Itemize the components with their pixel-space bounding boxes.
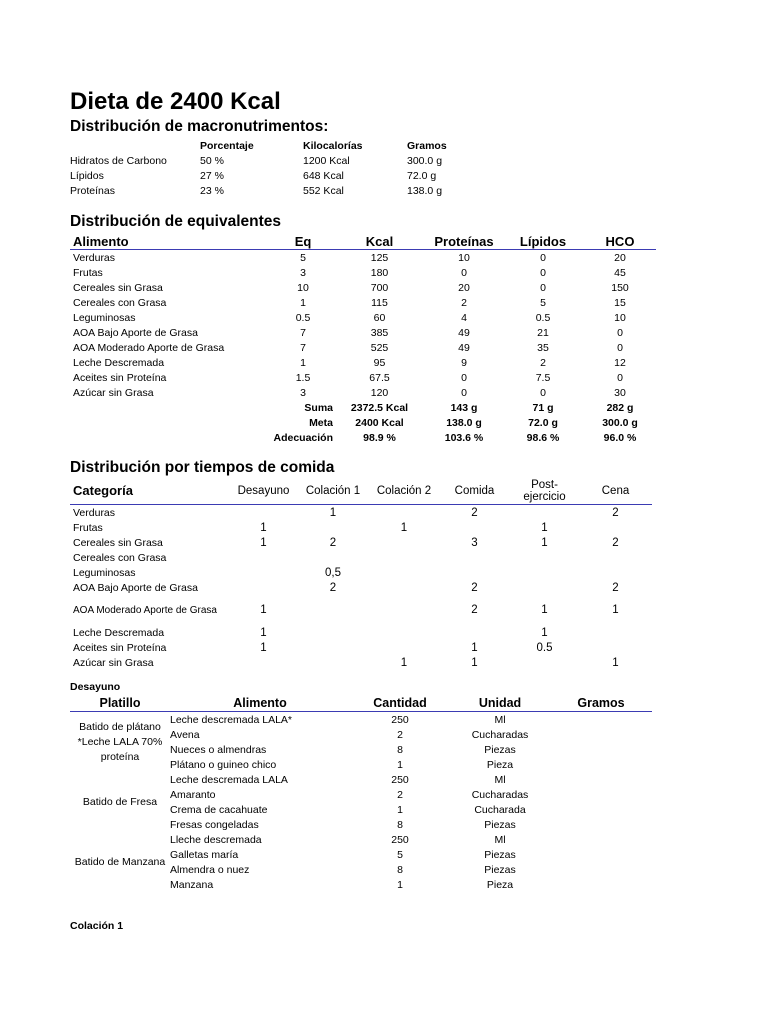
table-row — [70, 832, 652, 847]
equiv-heading: Distribución de equivalentes — [70, 213, 282, 230]
equiv-cell: Verduras — [73, 251, 116, 264]
tiempos-cell — [510, 655, 579, 670]
equiv-cell: 5 — [540, 296, 546, 309]
equiv-cell: Cereales con Grasa — [73, 296, 167, 309]
tiempos-cell: 1 — [329, 506, 337, 519]
tiempos-cell: 2 — [471, 604, 478, 616]
table-row — [70, 772, 652, 787]
macro-header-row — [70, 138, 487, 153]
equiv-cell: 700 — [370, 281, 389, 294]
platillo-cell: Batido de plátano *Leche LALA 70% proteína — [77, 720, 163, 763]
tiempos-cell: Leguminosas — [73, 566, 136, 579]
tiempos-cell: Cereales sin Grasa — [73, 536, 163, 549]
gramos-cell — [550, 877, 652, 892]
tiempos-cell: 1 — [612, 656, 619, 669]
tiempos-cell: Azúcar sin Grasa — [73, 656, 154, 669]
desayuno-cell: Plátano o guineo chico — [170, 758, 277, 771]
tiempos-cell: Leche Descremada — [73, 626, 165, 639]
equiv-cell: 5 — [300, 251, 306, 264]
table-row — [70, 168, 487, 183]
tiempos-header: Post-ejercicio — [510, 478, 579, 505]
tiempos-cell — [369, 535, 439, 550]
macro-header: Porcentaje — [200, 139, 254, 152]
tiempos-cell — [579, 640, 652, 655]
equiv-cell: 49 — [458, 326, 470, 339]
equiv-header: Proteínas — [426, 233, 502, 250]
equiv-cell: 67.5 — [369, 371, 390, 384]
desayuno-heading: Desayuno — [70, 681, 121, 693]
tiempos-cell: 2 — [329, 536, 337, 549]
tiempos-cell — [510, 580, 579, 595]
tiempos-cell — [369, 550, 439, 565]
desayuno-cell: Pieza — [486, 878, 514, 891]
tiempos-cell — [579, 520, 652, 535]
table-row — [70, 280, 656, 295]
desayuno-cell: Cucharadas — [471, 728, 529, 741]
tiempos-cell: 0,5 — [325, 566, 341, 579]
equiv-cell: 2 — [540, 356, 546, 369]
tiempos-cell — [510, 565, 579, 580]
desayuno-cell: 8 — [397, 743, 403, 756]
equiv-cell: 120 — [370, 386, 389, 399]
table-row — [70, 550, 652, 565]
equiv-cell: 7 — [300, 326, 306, 339]
desayuno-header: Platillo — [70, 695, 170, 712]
desayuno-header: Alimento — [170, 695, 350, 712]
tiempos-header: Colación 2 — [369, 478, 439, 505]
table-row — [70, 505, 652, 521]
equiv-cell: AOA Bajo Aporte de Grasa — [73, 326, 198, 339]
tiempos-cell: AOA Bajo Aporte de Grasa — [73, 581, 198, 594]
tiempos-cell — [439, 520, 510, 535]
equiv-cell: 10 — [614, 311, 626, 324]
totals-cell: Meta — [309, 416, 333, 429]
tiempos-cell: 2 — [612, 536, 619, 549]
tiempos-cell — [369, 505, 439, 521]
tiempos-cell — [230, 565, 297, 580]
equiv-cell: 15 — [614, 296, 626, 309]
equiv-cell: AOA Moderado Aporte de Grasa — [73, 341, 225, 354]
desayuno-cell: 1 — [397, 803, 403, 816]
gramos-cell — [550, 787, 652, 802]
gramos-cell — [550, 817, 652, 832]
desayuno-cell: Pieza — [486, 758, 514, 771]
tiempos-cell — [369, 595, 439, 625]
tiempos-header-row — [70, 478, 652, 505]
desayuno-cell: Avena — [170, 728, 200, 741]
tiempos-cell: 1 — [260, 604, 267, 616]
table-row — [70, 153, 487, 168]
equiv-cell: Leguminosas — [73, 311, 136, 324]
desayuno-cell: Piezas — [484, 818, 516, 831]
tiempos-cell — [510, 550, 579, 565]
table-row — [70, 250, 656, 266]
tiempos-cell: Cereales con Grasa — [73, 551, 167, 564]
desayuno-header: Cantidad — [350, 695, 450, 712]
macro-cell: 23 % — [200, 184, 224, 197]
totals-cell: 103.6 % — [444, 431, 484, 444]
totals-cell: 72.0 g — [528, 416, 558, 429]
equiv-cell: 20 — [458, 281, 470, 294]
equiv-cell: 0 — [617, 341, 623, 354]
tiempos-cell: 1 — [260, 536, 267, 549]
macro-header — [70, 138, 200, 153]
macro-cell: 27 % — [200, 169, 224, 182]
table-row — [70, 265, 656, 280]
equiv-header: HCO — [584, 233, 656, 250]
equiv-cell: 7 — [300, 341, 306, 354]
equiv-cell: 10 — [297, 281, 309, 294]
macro-cell: 648 Kcal — [303, 169, 344, 182]
macro-cell: 300.0 g — [407, 154, 443, 167]
macro-header: Gramos — [407, 139, 447, 152]
desayuno-cell: Fresas congeladas — [170, 818, 259, 831]
desayuno-cell: Almendra o nuez — [170, 863, 250, 876]
equiv-cell: 0 — [540, 251, 546, 264]
desayuno-cell: Manzana — [170, 878, 214, 891]
tiempos-cell: 1 — [260, 521, 267, 534]
tiempos-cell: 1 — [471, 641, 478, 654]
equiv-cell: 0 — [461, 266, 467, 279]
equiv-cell: 9 — [461, 356, 467, 369]
tiempos-cell: 1 — [541, 521, 548, 534]
tiempos-cell — [297, 625, 369, 640]
platillo-cell: Batido de Manzana — [74, 855, 166, 868]
equiv-cell: 35 — [537, 341, 549, 354]
equiv-table — [70, 233, 656, 445]
equiv-cell: 0.5 — [535, 311, 551, 324]
table-row — [70, 655, 652, 670]
tiempos-cell: 2 — [329, 581, 337, 594]
gramos-cell — [550, 772, 652, 787]
colacion1-heading: Colación 1 — [70, 920, 124, 932]
macro-header: Kilocalorías — [303, 139, 363, 152]
equiv-header: Eq — [273, 233, 333, 250]
equiv-cell: Leche Descremada — [73, 356, 165, 369]
desayuno-cell: Cucharada — [474, 803, 526, 816]
equiv-cell: 0 — [617, 371, 623, 384]
totals-cell: 71 g — [532, 401, 554, 414]
desayuno-cell: Piezas — [484, 863, 516, 876]
tiempos-cell — [579, 550, 652, 565]
equiv-cell: Frutas — [73, 266, 103, 279]
gramos-cell — [550, 727, 652, 742]
gramos-cell — [550, 712, 652, 728]
table-row — [70, 580, 652, 595]
totals-cell: 282 g — [606, 401, 634, 414]
totals-row — [70, 415, 656, 430]
totals-cell: 300.0 g — [602, 416, 638, 429]
desayuno-cell: Amaranto — [170, 788, 216, 801]
equiv-cell: 0 — [540, 386, 546, 399]
macro-cell: 72.0 g — [407, 169, 437, 182]
tiempos-cell: Frutas — [73, 521, 103, 534]
macro-cell: 138.0 g — [407, 184, 443, 197]
table-row — [70, 370, 656, 385]
platillo-cell: Batido de Fresa — [82, 795, 158, 808]
totals-cell: 98.9 % — [363, 431, 396, 444]
macro-table — [70, 138, 487, 198]
table-row — [70, 520, 652, 535]
tiempos-cell — [439, 550, 510, 565]
totals-cell: 96.0 % — [603, 431, 637, 444]
desayuno-cell: Nueces o almendras — [170, 743, 267, 756]
equiv-cell: 125 — [370, 251, 389, 264]
equiv-cell: 3 — [300, 266, 306, 279]
tiempos-cell: 1 — [471, 656, 478, 669]
tiempos-cell: 3 — [471, 536, 478, 549]
desayuno-cell: Ml — [494, 713, 506, 726]
desayuno-cell: 2 — [397, 788, 403, 801]
equiv-cell: 95 — [373, 356, 386, 369]
table-row — [70, 565, 652, 580]
desayuno-cell: 8 — [397, 863, 403, 876]
table-row — [70, 295, 656, 310]
equiv-cell: 2 — [461, 296, 467, 309]
tiempos-cell — [230, 655, 297, 670]
equiv-cell: 0.5 — [295, 311, 311, 324]
gramos-cell — [550, 802, 652, 817]
tiempos-cell — [510, 505, 579, 521]
macro-cell: Proteínas — [70, 184, 115, 197]
equiv-header: Lípidos — [502, 233, 584, 250]
desayuno-cell: Piezas — [484, 743, 516, 756]
table-row — [70, 535, 652, 550]
totals-cell: 138.0 g — [446, 416, 482, 429]
tiempos-cell — [369, 640, 439, 655]
equiv-header: Kcal — [333, 233, 426, 250]
tiempos-cell: 2 — [471, 506, 478, 519]
tiempos-cell — [369, 580, 439, 595]
tiempos-header: Cena — [579, 478, 652, 505]
table-row — [70, 712, 652, 728]
macro-cell: 1200 Kcal — [303, 154, 350, 167]
tiempos-cell — [369, 565, 439, 580]
table-row — [70, 310, 656, 325]
equiv-cell: 45 — [614, 266, 626, 279]
table-row — [70, 640, 652, 655]
totals-row — [70, 430, 656, 445]
tiempos-cell: 2 — [471, 581, 478, 594]
macro-cell: 552 Kcal — [303, 184, 344, 197]
table-row — [70, 595, 652, 625]
macro-cell: 50 % — [200, 154, 224, 167]
equiv-cell: 21 — [537, 326, 549, 339]
desayuno-cell: 2 — [397, 728, 403, 741]
spacer-cell — [70, 415, 273, 430]
desayuno-cell: 5 — [397, 848, 403, 861]
tiempos-cell: 1 — [541, 604, 548, 616]
equiv-cell: 0 — [540, 281, 546, 294]
gramos-cell — [550, 832, 652, 847]
desayuno-cell: Ml — [494, 833, 506, 846]
tiempos-cell: 1 — [260, 626, 267, 639]
totals-cell: 2400 Kcal — [355, 416, 404, 429]
tiempos-cell: 2 — [612, 506, 619, 519]
tiempos-cell: 1 — [541, 536, 548, 549]
table-row — [70, 385, 656, 400]
equiv-cell: 3 — [300, 386, 306, 399]
totals-row — [70, 400, 656, 415]
macro-cell: Lípidos — [70, 169, 104, 182]
desayuno-cell: 8 — [397, 818, 403, 831]
gramos-cell — [550, 862, 652, 877]
table-row — [70, 625, 652, 640]
equiv-cell: Aceites sin Proteína — [73, 371, 167, 384]
equiv-header-row — [70, 233, 656, 250]
equiv-cell: 1.5 — [295, 371, 311, 384]
tiempos-cell — [579, 565, 652, 580]
table-row — [70, 340, 656, 355]
equiv-cell: 0 — [461, 371, 467, 384]
equiv-cell: 180 — [370, 266, 389, 279]
tiempos-table — [70, 478, 652, 670]
totals-cell: Suma — [304, 401, 333, 414]
tiempos-cell: 1 — [400, 521, 408, 534]
equiv-cell: 385 — [370, 326, 389, 339]
totals-cell: Adecuación — [273, 431, 333, 444]
tiempos-cell: 0.5 — [536, 641, 553, 654]
gramos-cell — [550, 847, 652, 862]
tiempos-cell: Verduras — [73, 506, 116, 519]
tiempos-cell — [230, 505, 297, 521]
table-row — [70, 355, 656, 370]
desayuno-cell: 1 — [397, 758, 403, 771]
tiempos-cell: Aceites sin Proteína — [73, 641, 167, 654]
tiempos-cell: 2 — [612, 581, 619, 594]
totals-cell: 143 g — [450, 401, 478, 414]
macro-heading: Distribución de macronutrimentos: — [70, 118, 329, 135]
desayuno-cell: Crema de cacahuate — [170, 803, 268, 816]
desayuno-cell: Leche descremada LALA — [170, 773, 288, 786]
gramos-cell — [550, 757, 652, 772]
desayuno-header: Unidad — [450, 695, 550, 712]
gramos-cell — [550, 742, 652, 757]
desayuno-cell: 250 — [391, 713, 409, 726]
equiv-cell: 1 — [300, 356, 306, 369]
tiempos-cell — [297, 520, 369, 535]
desayuno-header: Gramos — [550, 695, 652, 712]
tiempos-cell: AOA Moderado Aporte de Grasa — [73, 604, 217, 616]
equiv-cell: 0 — [540, 266, 546, 279]
equiv-cell: 525 — [370, 341, 389, 354]
desayuno-table — [70, 695, 652, 892]
desayuno-cell: Piezas — [484, 848, 516, 861]
tiempos-header: Colación 1 — [297, 478, 369, 505]
equiv-cell: 0 — [461, 386, 467, 399]
page-title: Dieta de 2400 Kcal — [70, 88, 281, 115]
desayuno-cell: Ml — [494, 773, 506, 786]
equiv-cell: 30 — [614, 386, 626, 399]
equiv-cell: 49 — [458, 341, 470, 354]
equiv-cell: 1 — [300, 296, 306, 309]
equiv-cell: Cereales sin Grasa — [73, 281, 163, 294]
equiv-cell: Azúcar sin Grasa — [73, 386, 154, 399]
equiv-cell: 4 — [461, 311, 467, 324]
tiempos-heading: Distribución por tiempos de comida — [70, 459, 335, 476]
desayuno-cell: 250 — [391, 833, 409, 846]
tiempos-header: Comida — [439, 478, 510, 505]
desayuno-cell: Cucharadas — [471, 788, 529, 801]
equiv-cell: 12 — [614, 356, 626, 369]
desayuno-cell: Galletas maría — [170, 848, 239, 861]
tiempos-header: Desayuno — [230, 478, 297, 505]
spacer-cell — [70, 430, 273, 445]
tiempos-cell — [439, 565, 510, 580]
equiv-cell: 7.5 — [535, 371, 551, 384]
tiempos-cell — [230, 580, 297, 595]
tiempos-cell: 1 — [541, 626, 548, 639]
tiempos-cell — [369, 625, 439, 640]
equiv-cell: 115 — [371, 296, 388, 309]
table-row — [70, 183, 487, 198]
tiempos-cell — [297, 655, 369, 670]
equiv-header: Alimento — [70, 233, 273, 250]
tiempos-cell — [297, 640, 369, 655]
desayuno-header-row — [70, 695, 652, 712]
tiempos-cell — [230, 550, 297, 565]
desayuno-cell: 1 — [397, 878, 403, 891]
macro-cell: Hidratos de Carbono — [70, 154, 167, 167]
equiv-cell: 20 — [614, 251, 626, 264]
spacer-cell — [70, 400, 273, 415]
desayuno-cell: 250 — [391, 773, 409, 786]
tiempos-cell — [297, 550, 369, 565]
equiv-cell: 150 — [611, 281, 629, 294]
tiempos-cell — [297, 595, 369, 625]
desayuno-cell: Leche descremada LALA* — [170, 713, 292, 726]
tiempos-cell: 1 — [400, 656, 408, 669]
tiempos-cell: 1 — [260, 641, 267, 654]
equiv-cell: 60 — [373, 311, 386, 324]
totals-cell: 98.6 % — [526, 431, 560, 444]
desayuno-cell: Lleche descremada — [170, 833, 262, 846]
totals-cell: 2372.5 Kcal — [350, 401, 409, 414]
tiempos-header: Categoría — [70, 478, 230, 505]
equiv-cell: 10 — [458, 251, 470, 264]
equiv-cell: 0 — [617, 326, 623, 339]
tiempos-cell: 1 — [612, 604, 619, 616]
tiempos-cell — [579, 625, 652, 640]
tiempos-cell — [439, 625, 510, 640]
table-row — [70, 325, 656, 340]
